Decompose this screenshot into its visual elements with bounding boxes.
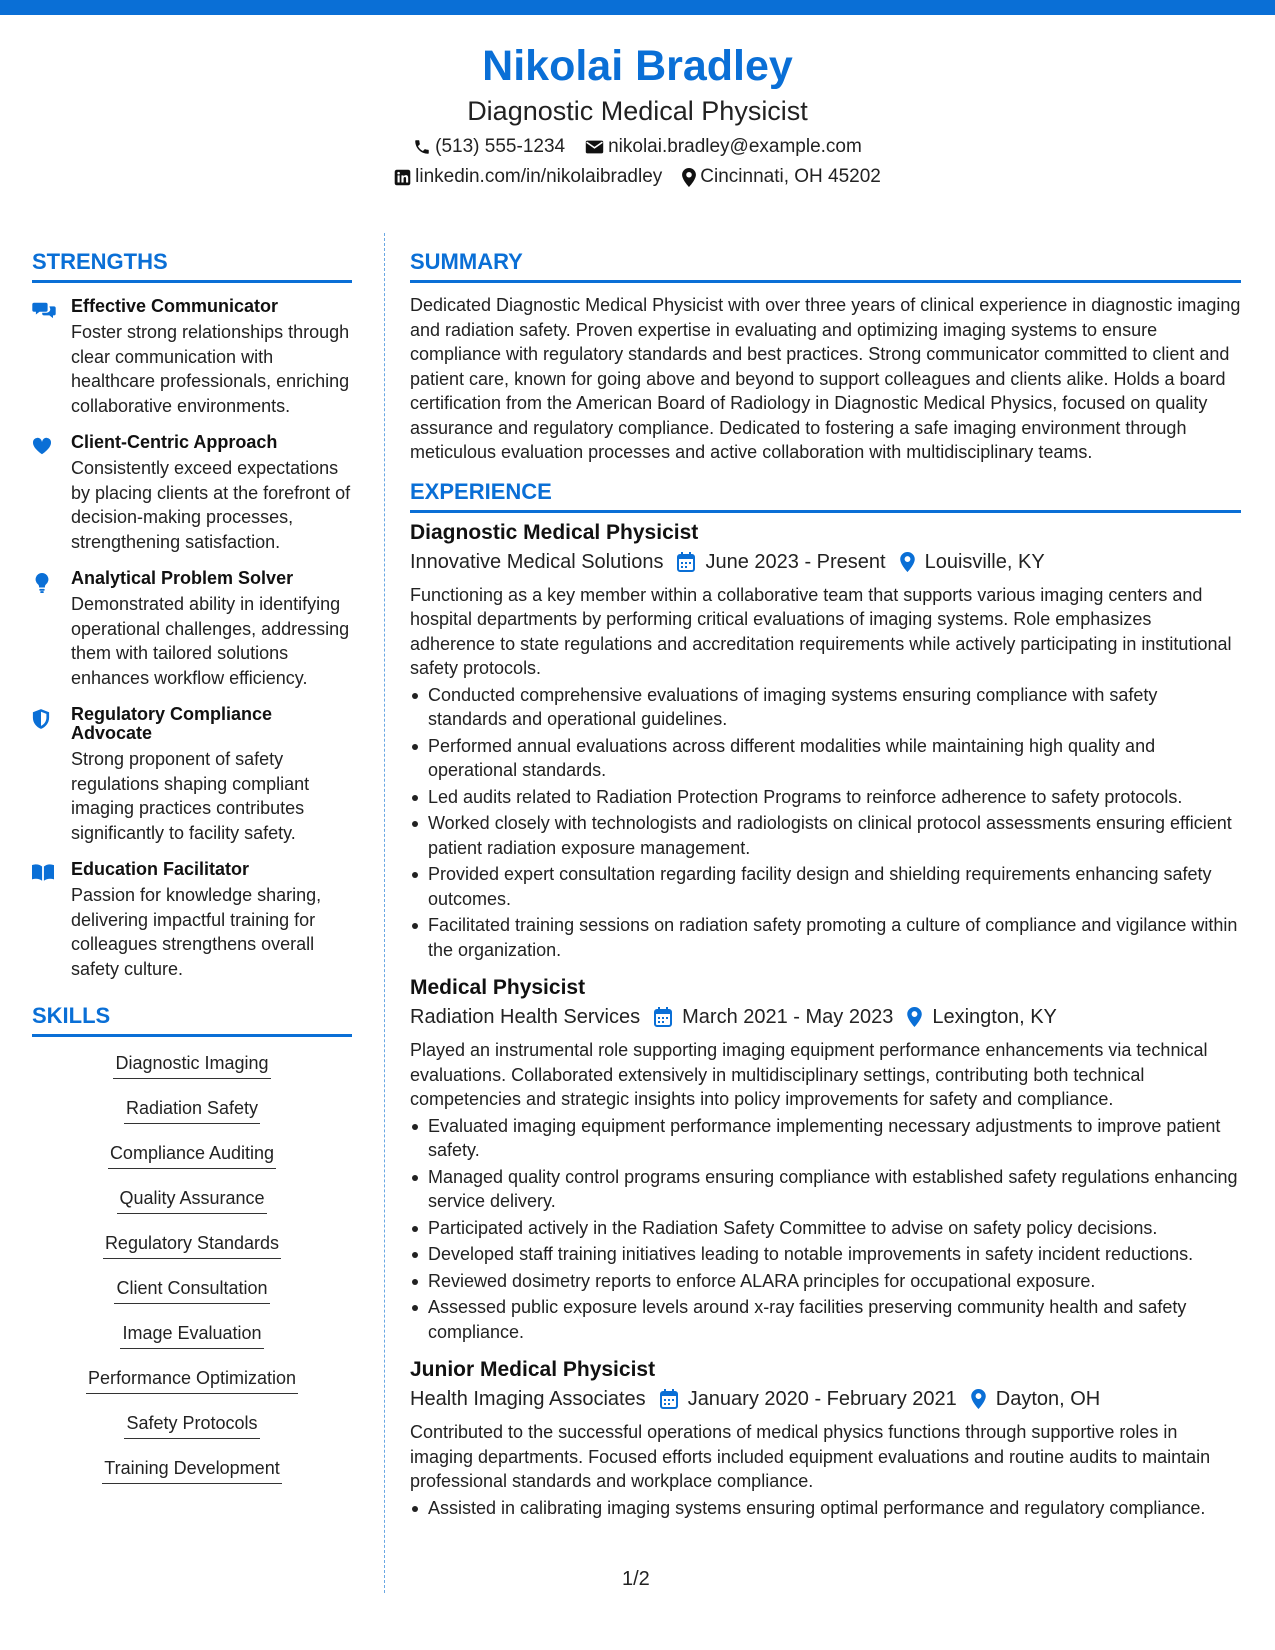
strength-item (32, 297, 352, 418)
map-pin-icon (971, 1389, 986, 1409)
job-location: Dayton, OH (995, 1388, 1101, 1410)
bullet-item: Assessed public exposure levels around x-ray facilities preserving community health and safety compliance. (410, 1295, 1241, 1344)
job-meta (410, 547, 1241, 577)
job-title: Junior Medical Physicist (410, 1358, 656, 1381)
bullet-item: Evaluated imaging equipment performance implementing necessary adjustments to improve patient safety. (410, 1114, 1241, 1163)
open-book-icon (32, 860, 71, 981)
job-title: Medical Physicist (410, 976, 586, 999)
job-bullets (410, 1496, 1241, 1521)
strength-title: Education Facilitator (71, 859, 250, 879)
job-dates: March 2021 - May 2023 (682, 1006, 894, 1028)
skill-tag: Training Development (102, 1456, 281, 1484)
skill-tag: Safety Protocols (124, 1411, 259, 1439)
chat-bubbles-icon (32, 297, 71, 418)
email-item[interactable] (585, 132, 862, 162)
bullet-item: Participated actively in the Radiation Safety Committee to advise on safety policy decisions. (410, 1216, 1241, 1241)
job-dates: June 2023 - Present (705, 550, 886, 573)
contact-row-2 (0, 162, 1275, 192)
contact-row-1 (0, 132, 1275, 162)
strength-title: Effective Communicator (71, 296, 279, 316)
bullet-item: Led audits related to Radiation Protection Programs to reinforce adherence to safety protocols. (410, 785, 1241, 810)
summary-heading: SUMMARY (410, 247, 1241, 283)
bullet-item: Managed quality control programs ensuring compliance with established safety regulations enhancing service delivery. (410, 1165, 1241, 1214)
bullet-item: Assisted in calibrating imaging systems ensuring optimal performance and regulatory compliance. (410, 1496, 1241, 1521)
skill-tag: Image Evaluation (120, 1321, 263, 1349)
resume-header (0, 40, 1275, 192)
bullet-item: Performed annual evaluations across different modalities while maintaining high quality and operational standards. (410, 734, 1241, 783)
bullet-item: Facilitated training sessions on radiation safety promoting a culture of compliance and vigilance within the organization. (410, 913, 1241, 962)
skill-tag: Performance Optimization (86, 1366, 298, 1394)
map-pin-icon (900, 552, 915, 572)
skill-tag: Quality Assurance (117, 1186, 266, 1214)
strength-item (32, 860, 352, 981)
skill-tag: Client Consultation (114, 1276, 269, 1304)
left-column (32, 247, 352, 1501)
job-company: Innovative Medical Solutions (410, 550, 664, 573)
phone-icon (413, 138, 431, 156)
strength-item (32, 705, 352, 845)
strength-desc: Passion for knowledge sharing, delivering impactful training for colleagues strengthens overall safety culture. (71, 885, 322, 979)
job-entry (410, 1356, 1241, 1520)
job-location: Lexington, KY (932, 1006, 1057, 1028)
strength-title: Client-Centric Approach (71, 432, 278, 452)
bullet-item: Provided expert consultation regarding facility design and shielding requirements enhancing safety outcomes. (410, 862, 1241, 911)
shield-icon (32, 705, 71, 845)
skill-tag: Diagnostic Imaging (113, 1051, 270, 1079)
job-bullets (410, 1114, 1241, 1345)
calendar-icon (654, 1007, 672, 1027)
job-location: Louisville, KY (924, 550, 1045, 573)
envelope-icon (585, 139, 604, 155)
bullet-item: Worked closely with technologists and radiologists on clinical protocol assessments ensuring efficient patient radiation exposure management. (410, 811, 1241, 860)
job-title: Diagnostic Medical Physicist (410, 520, 699, 544)
strengths-heading: STRENGTHS (32, 247, 352, 283)
strength-desc: Foster strong relationships through clear communication with healthcare professionals, enriching collaborative environments. (71, 322, 350, 416)
calendar-icon (677, 552, 695, 572)
skill-tag: Regulatory Standards (103, 1231, 281, 1259)
job-meta (410, 1002, 1241, 1032)
strength-item (32, 433, 352, 554)
job-description: Functioning as a key member within a collaborative team that supports various imaging centers and hospital departments by performing critical evaluations of imaging systems. Role emphasizes adherence to state regulations and accreditation requirements while actively participating in institutional safety protocols. (410, 584, 1232, 678)
linkedin-icon (394, 169, 411, 186)
skill-tag: Compliance Auditing (108, 1141, 276, 1169)
strength-title: Analytical Problem Solver (71, 568, 294, 588)
lightbulb-icon (32, 569, 71, 690)
top-accent-bar (0, 0, 1275, 15)
calendar-icon (660, 1389, 678, 1409)
strength-item (32, 569, 352, 690)
skills-heading: SKILLS (32, 1001, 352, 1037)
strength-desc: Strong proponent of safety regulations shaping compliant imaging practices contributes significantly to facility safety. (71, 749, 310, 843)
page-number: 1/2 (622, 1568, 650, 1590)
job-dates: January 2020 - February 2021 (687, 1388, 957, 1410)
bullet-item: Conducted comprehensive evaluations of imaging systems ensuring compliance with safety standards and operational guidelines. (410, 683, 1241, 732)
linkedin-text[interactable]: linkedin.com/in/nikolaibradley (415, 166, 663, 187)
bullet-item: Developed staff training initiatives leading to notable improvements in safety incident reductions. (410, 1242, 1241, 1267)
location-text: Cincinnati, OH 45202 (700, 166, 881, 187)
strength-desc: Demonstrated ability in identifying operational challenges, addressing them with tailored solutions enhances workflow efficiency. (71, 594, 350, 688)
job-description: Contributed to the successful operations of medical physics functions through supportive roles in imaging departments. Focused efforts included equipment evaluations and routine audits to maintain professional standards and workplace compliance. (410, 1422, 1211, 1491)
phone-item (413, 132, 565, 162)
map-pin-icon (907, 1007, 922, 1027)
job-entry (410, 974, 1241, 1344)
map-pin-icon (682, 168, 696, 187)
job-company: Radiation Health Services (410, 1006, 641, 1028)
column-divider (384, 233, 385, 1593)
heart-icon (32, 433, 71, 554)
candidate-name: Nikolai Bradley (482, 42, 793, 90)
candidate-title: Diagnostic Medical Physicist (467, 96, 808, 126)
job-entry (410, 519, 1241, 963)
job-description: Played an instrumental role supporting imaging equipment performance enhancements via technical evaluations. Collaborated extensively in multidisciplinary settings, contributing both technical competencies and strategic insights into policy improvements for safety and compliance. (410, 1040, 1208, 1109)
summary-text: Dedicated Diagnostic Medical Physicist with over three years of clinical experience in diagnostic imaging and radiation safety. Proven expertise in evaluating and optimizing imaging systems to ensure compliance with regulatory standards and best practices. Strong communicator committed to client and patient care, known for going above and beyond to support colleagues and clients alike. Holds a board certification from the American Board of Radiology in Diagnostic Medical Physics, focused on quality assurance and regulatory compliance. Dedicated to fostering a safe imaging environment through meticulous evaluation processes and active collaboration with multidisciplinary teams. (410, 295, 1241, 462)
linkedin-item[interactable] (394, 162, 662, 192)
skills-list (32, 1051, 352, 1501)
experience-heading: EXPERIENCE (410, 477, 1241, 513)
bullet-item: Reviewed dosimetry reports to enforce ALARA principles for occupational exposure. (410, 1269, 1241, 1294)
phone-text: (513) 555-1234 (435, 136, 566, 157)
skill-tag: Radiation Safety (124, 1096, 260, 1124)
strength-title: Regulatory Compliance Advocate (71, 704, 273, 743)
location-item (682, 162, 881, 192)
job-meta (410, 1384, 1241, 1414)
job-bullets (410, 683, 1241, 963)
email-text[interactable]: nikolai.bradley@example.com (608, 136, 862, 157)
job-company: Health Imaging Associates (410, 1388, 646, 1410)
strength-desc: Consistently exceed expectations by placing clients at the forefront of decision-making processes, strengthening satisfaction. (71, 458, 351, 552)
right-column (410, 247, 1241, 1522)
